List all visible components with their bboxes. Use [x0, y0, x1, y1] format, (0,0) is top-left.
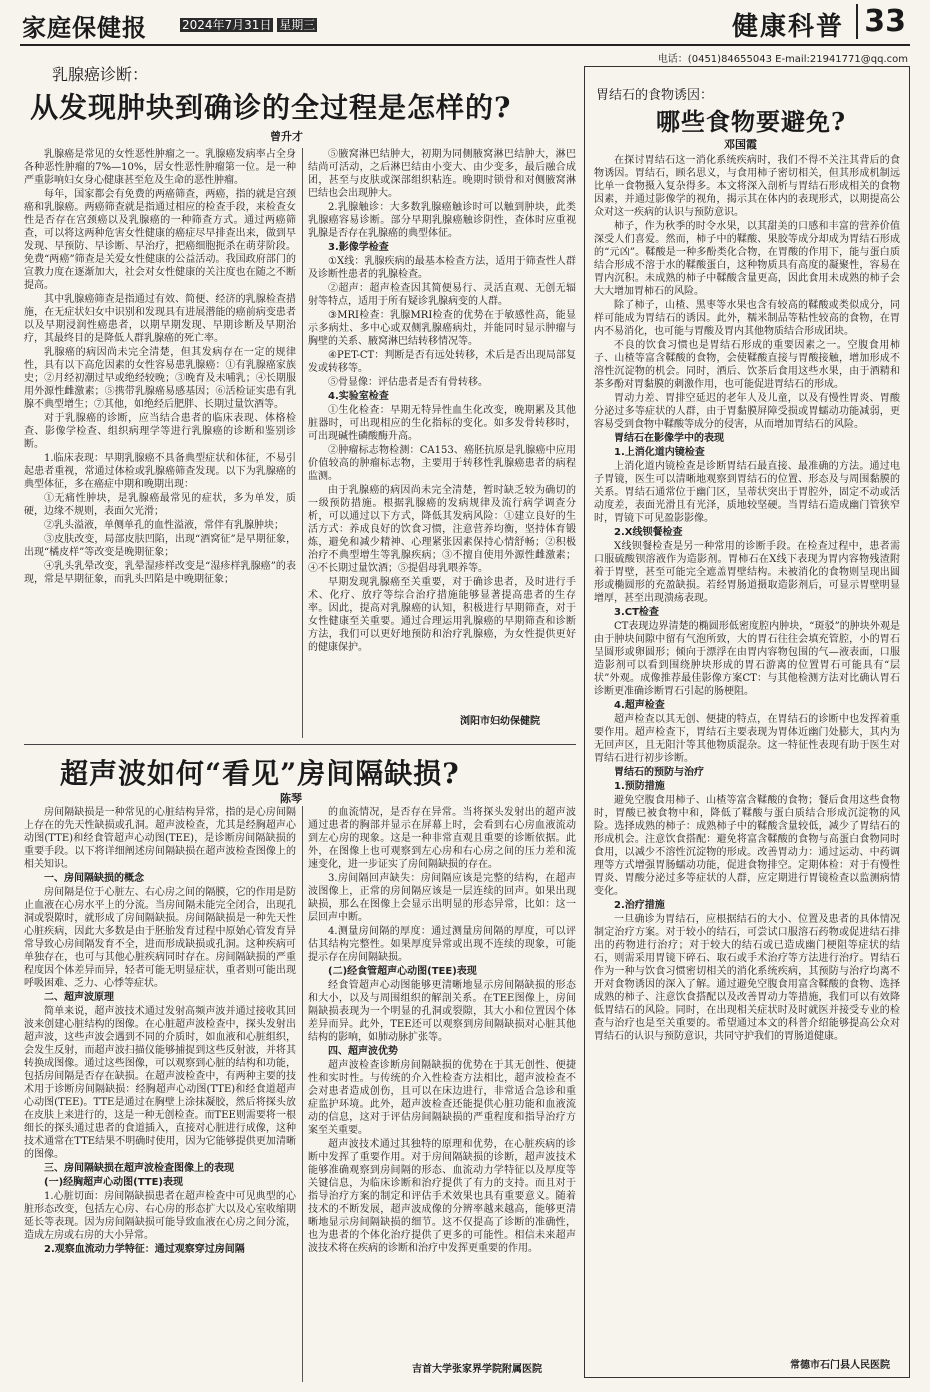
article2-org: 吉首大学张家界学院附属医院 [412, 1364, 542, 1375]
article3-title: 哪些食物要避免? [656, 107, 847, 136]
article1-title: 从发现肿块到确诊的全过程是怎样的? [30, 91, 512, 124]
paragraph: ④PET-CT：判断是否有远处转移，术后是否出现局部复发或转移等。 [308, 350, 576, 374]
column-divider [302, 806, 303, 1382]
paragraph: 2.治疗措施 [614, 900, 665, 911]
paragraph: X线钡餐检查是另一种常用的诊断手段。在检查过程中，患者需口服硫酸钡溶液作为造影剂。胃柿石在X线下表现为胃内容物残渣附着于胃壁，甚至可能完全遮盖胃壁结构。未被消化的食物则呈现出圆形或椭圆形的充盈缺损。若经胃肠道摄取造影剂后，可显示胃壁明显增厚，甚至出现溃疡表现。 [594, 541, 900, 604]
paragraph: ③皮肤改变，局部皮肤凹陷，出现“酒窝征”是早期征象，出现“橘皮样”等改变是晚期征象； [24, 534, 296, 558]
paragraph: 在探讨胃结石这一消化系统疾病时，我们不得不关注其背后的食物诱因。胃结石，顾名思义，与食用柿子密切相关，但其形成机制远比单一食物摄入复杂得多。本文将深入剖析与胃结石形成相关的食物因素，并通过影像学的视角，揭示其在体内的表现形式，以期提高公众对这一疾病的认识与预防意识。 [594, 155, 900, 218]
paragraph: 超声波检查诊断房间隔缺损的优势在于其无创性、便捷性和实时性。与传统的介入性检查方法相比，超声波检查不会对患者造成创伤，且可以在床边进行，非常适合急诊和重症监护环境。此外，超声波检查还能提供心脏功能和血液流动的信息，这对于评估房间隔缺损的严重程度和指导治疗方案至关重要。 [308, 1060, 576, 1136]
article2-column-2 [308, 806, 576, 1354]
paragraph: 3.房间隔回声缺失：房间隔应该是完整的结构，在超声波图像上，正常的房间隔应该是一层连续的回声。如果出现缺损，那么在图像上会显示出明显的形态异常，比如：这一层回声中断。 [308, 873, 576, 923]
date-text: 2024年7月31日 [182, 18, 272, 32]
paragraph: 2.乳腺触诊：大多数乳腺癌触诊时可以触到肿块，此类乳腺癌容易诊断。部分早期乳腺癌触诊阴性，查体时应重视乳腺是否存在乳腺癌的典型体征。 [308, 202, 576, 239]
paper-name: 家庭保健报 [22, 14, 147, 42]
paragraph: ③MRI检查：乳腺MRI检查的优势在于敏感性高，能显示多病灶、多中心或双侧乳腺癌病灶，并能同时显示肿瘤与胸壁的关系、腋窝淋巴结转移情况等。 [308, 310, 576, 347]
paragraph: 每年，国家都会有免费的两癌筛查，两癌，指的就是宫颈癌和乳腺癌。两癌筛查就是指通过相应的检查手段，来检查女性是否存在宫颈癌以及乳腺癌的一种筛查方式。通过两癌筛查，可以将这两种危害女性健康的癌症尽早排查出来，做到早发现、早预防、早诊断、早治疗，把癌细胞扼杀在萌芽阶段。免费“两癌”筛查是关爱女性健康的公益活动。我国政府部门的宣教力度在逐渐加大，社会对女性健康的关注度也在随之不断提高。 [24, 189, 296, 291]
paragraph: 乳腺癌的病因尚未完全清楚，但其发病存在一定的规律性，具有以下高危因素的女性容易患乳腺癌：①有乳腺癌家族史；②月经初潮过早或绝经较晚；③晚育及未哺乳；④长期服用外源性雌激素；⑤携带乳腺癌易感基因；⑥活检证实患有乳腺不典型增生；⑦其他，如绝经后肥胖、长期过量饮酒等。 [24, 347, 296, 410]
paragraph: 3.影像学检查 [328, 242, 389, 253]
header-rule [20, 44, 910, 46]
article-divider [24, 744, 576, 745]
paragraph: ①生化检查：早期无特异性血生化改变，晚期累及其他脏器时，可出现相应的生化指标的变化。如多发骨转移时，可出现碱性磷酸酶升高。 [308, 405, 576, 442]
contact-info: 电话：(0451)84655043 E-mail:21941771@qq.com [657, 54, 908, 65]
paragraph: 2.X线钡餐检查 [614, 527, 683, 538]
paragraph: 4.实验室检查 [328, 391, 389, 402]
article3-kicker: 胃结石的食物诱因： [596, 88, 714, 103]
paragraph: 三、房间隔缺损在超声波检查图像上的表现 [44, 1163, 234, 1174]
article1-kicker: 乳腺癌诊断： [52, 65, 149, 84]
article2-column-1 [24, 806, 296, 1384]
paragraph: ②超声：超声检查因其简便易行、灵活直观、无创无辐射等特点，适用于所有疑诊乳腺病变的人群。 [308, 283, 576, 307]
article1-column-1 [24, 148, 296, 740]
paragraph: 一、房间隔缺损的概念 [44, 873, 144, 884]
paragraph: (二)经食管超声心动图(TEE)表现 [328, 966, 477, 977]
paragraph: 不良的饮食习惯也是胃结石形成的重要因素之一。空腹食用柿子、山楂等富含鞣酸的食物，会使鞣酸直接与胃酸接触，增加形成不溶性沉淀物的机会。同时，酒后、饮茶后食用这些水果，由于酒精和茶多酚对胃黏膜的刺激作用，也可能促进胃结石的形成。 [594, 340, 900, 390]
paragraph: 由于乳腺癌的病因尚未完全清楚，暂时缺乏较为确切的一级预防措施。根据乳腺癌的发病规律及流行病学调查分析，可以通过以下方式，降低其发病风险：①建立良好的生活方式：养成良好的饮食习惯，注意营养均衡，坚持体育锻炼，避免和减少精神、心理紧张因素保持心情舒畅；②积极治疗不典型增生等乳腺疾病；③不擅自使用外源性雌激素；④不长期过量饮酒；⑤提倡母乳喂养等。 [308, 485, 576, 574]
article1-org: 浏阳市妇幼保健院 [460, 716, 540, 727]
paragraph: 超声波技术通过其独特的原理和优势，在心脏疾病的诊断中发挥了重要作用。对于房间隔缺损的诊断，超声波技术能够准确观察到房间隔的形态、血流动力学特征以及厚度等关键信息，为临床诊断和治疗提供了有力的支持。而且对于指导治疗方案的制定和评估手术效果也具有重要意义。随着技术的不断发展，超声波成像的分辨率越来越高，能够更清晰地显示房间隔缺损的细节。这不仅提高了诊断的准确性，也为患者的个体化治疗提供了更多的可能性。相信未来超声波技术将在疾病的诊断和治疗中发挥更重要的作用。 [308, 1139, 576, 1254]
paragraph: 胃动力差、胃排空延迟的老年人及儿童，以及有慢性胃炎、胃酸分泌过多等症状的人群，由于胃黏膜屏障受损或胃蠕动功能减弱，更容易受到食物中鞣酸等成分的侵害，从而增加胃结石的风险。 [594, 393, 900, 430]
paragraph: ②乳头溢液，单侧单孔的血性溢液，常伴有乳腺肿块； [44, 520, 284, 531]
paragraph: CT表现边界清楚的椭圆形低密度腔内肿块，“斑驳”的肿块外观是由于肿块间隙中留有气泡所致，大的胃石往往会填充管腔，小的胃石呈圆形或卵圆形；倾向于漂浮在由胃内容物包围的气—液表面，口服造影剂可以看到围绕肿块形成的胃石游离的位置胃石可能具有“层状”外观。成像推荐最佳影像方案CT：与其他检测方法对比确认胃石诊断更准确诊断胃石引起的肠梗阻。 [594, 621, 900, 697]
paragraph: 简单来说，超声波技术通过发射高频声波并通过接收其回波来创建心脏结构的图像。在心脏超声波检查中，探头发射出超声波，这些声波会遇到不同的介质时，如血液和心脏组织，会发生反射，而超声波扫描仪能够捕捉到这些反射波，并将其转换成图像。通过这些图像，可以观察到心脏的结构和功能，包括房间隔是否存在缺损。在超声波检查中，有两种主要的技术用于诊断房间隔缺损：经胸超声心动图(TTE)和经食道超声心动图(TEE)。TTE是通过在胸壁上涂抹凝胶，然后将探头放在皮肤上来进行的，这是一种无创检查。而TEE则需要将一根细长的探头通过患者的食道插入，直接对心脏进行成像，这种技术通常在TTE结果不明确时使用，因为它能够提供更加清晰的图像。 [24, 1006, 296, 1160]
paragraph: 柿子，作为秋季的时令水果，以其甜美的口感和丰富的营养价值深受人们喜爱。然而，柿子中的鞣酸、果胶等成分却成为胃结石形成的“元凶”。鞣酸是一种多酚类化合物，在胃酸的作用下，能与蛋白质结合形成不溶于水的鞣酸蛋白，这种物质具有高度的凝聚性，容易在胃内沉积。未成熟的柿子中鞣酸含量更高，因此食用未成熟的柿子会大大增加胃柿石的风险。 [594, 221, 900, 297]
paragraph: 1.预防措施 [614, 781, 665, 792]
paragraph: 1.心脏切面：房间隔缺损患者在超声检查中可见典型的心脏形态改变，包括左心房、右心房的形态扩大以及心室收缩期延长等表现。因为房间隔缺损可能导致血液在心房之间分流，造成左房或右房的大小异常。 [24, 1191, 296, 1241]
paragraph: 胃结石在影像学中的表现 [614, 433, 724, 444]
paragraph: ⑤骨显像：评估患者是否有骨转移。 [328, 377, 488, 388]
paragraph: ②肿瘤标志物检测：CA153、癌胚抗原是乳腺癌中应用价值较高的肿瘤标志物，主要用于转移性乳腺癌患者的病程监测。 [308, 445, 576, 482]
page-number: 33 [856, 4, 906, 39]
paragraph: ①无痛性肿块，是乳腺癌最常见的症状，多为单发，质硬，边缘不规则，表面欠光滑； [24, 493, 296, 517]
paragraph: 早期发现乳腺癌至关重要，对于确诊患者，及时进行手术、化疗、放疗等综合治疗措施能够显著提高患者的生存率。因此，提高对乳腺癌的认知，积极进行早期筛查，对于女性健康至关重要。通过合理运用乳腺癌的早期筛查和诊断方法，我们可以更好地预防和治疗乳腺癌，为女性提供更好的健康保护。 [308, 577, 576, 653]
article3-body [594, 154, 900, 1350]
paragraph: 3.CT检查 [614, 607, 659, 618]
paragraph: 其中乳腺癌筛查是指通过有效、简便、经济的乳腺检查措施，在无症状妇女中识别和发现具有进展潜能的癌前病变患者以及早期浸润性癌患者，以期早期发现、早期诊断及早期治疗，其最终目的是降低人群乳腺癌的死亡率。 [24, 294, 296, 344]
article2-title: 超声波如何“看见”房间隔缺损? [60, 757, 460, 790]
section-name: 健康科普 [731, 12, 844, 42]
paragraph: 1.上消化道内镜检查 [614, 447, 705, 458]
paragraph: 避免空腹食用柿子、山楂等富含鞣酸的食物；餐后食用这些食物时，胃酸已被食物中和，降低了鞣酸与蛋白质结合形成沉淀物的风险。选择成熟的柿子：成熟柿子中的鞣酸含量较低，减少了胃结石的形成机会。注意饮食搭配：避免将富含鞣酸的食物与高蛋白食物同时食用，以减少不溶性沉淀物的形成。改善胃动力：通过运动、中药调理等方式增强胃肠蠕动功能，促进食物排空。定期体检：对于有慢性胃炎、胃酸分泌过多等症状的人群，应定期进行胃镜检查以监测病情变化。 [594, 795, 900, 897]
paragraph: ④乳头乳晕改变，乳晕湿疹样改变是“湿疹样乳腺癌”的表现，常是早期征象，而乳头凹陷是中晚期征象； [24, 561, 296, 585]
paragraph: 除了柿子，山楂、黑枣等水果也含有较高的鞣酸或类似成分，同样可能成为胃结石的诱因。此外，糯米制品等粘性较高的食物，在胃内不易消化，也可能与胃酸及胃内其他物质结合形成团块。 [594, 300, 900, 337]
article2-author: 陈琴 [280, 792, 302, 805]
paragraph: 对于乳腺癌的诊断，应当结合患者的临床表现、体格检查、影像学检查、组织病理学等进行乳腺癌的诊断和鉴别诊断。 [24, 413, 296, 450]
paragraph: 1.临床表现：早期乳腺癌不具备典型症状和体征，不易引起患者重视，常通过体检或乳腺癌筛查发现。以下为乳腺癌的典型体征，多在癌症中期和晚期出现： [24, 453, 296, 490]
paragraph: 二、超声波原理 [44, 992, 114, 1003]
paragraph: 超声检查以其无创、便捷的特点，在胃结石的诊断中也发挥着重要作用。超声检查下，胃结石主要表现为胃体近幽门处膨大，其内为无回声区，且无阳汁等其他物质混杂。这一特征性表现有助于医生对胃结石进行初步诊断。 [594, 714, 900, 764]
paragraph: 2.观察血流动力学特征：通过观察穿过房间隔 [44, 1244, 245, 1255]
article1-column-2 [308, 148, 576, 708]
paragraph: 上消化道内镜检查是诊断胃结石最直接、最准确的方法。通过电子胃镜，医生可以清晰地观察到胃结石的位置、形态及与周围黏膜的关系。胃结石通常位于幽门区，呈蒂状突出于胃腔外，固定不动或活动度差，表面光滑且有光泽，质地较坚硬。当胃结石造成幽门管狭窄时，胃镜下可见盈影影像。 [594, 461, 900, 524]
paragraph: 的血流情况，是否存在异常。当将探头发射出的超声波通过患者的胸部并显示在屏幕上时，会看到右心房血液流动到左心房的现象。这是一种非常直观且重要的诊断依据。此外，在图像上也可观察到左心房和右心房之间的压力差和流速变化，进一步证实了房间隔缺损的存在。 [308, 807, 576, 870]
weekday-text: 星期三 [279, 18, 316, 32]
article3-org: 常德市石门县人民医院 [790, 1360, 890, 1371]
paragraph: 乳腺癌是常见的女性恶性肿瘤之一。乳腺癌发病率占全身各种恶性肿瘤的7%—10%，居女性恶性肿瘤第一位。是一种严重影响妇女身心健康甚至危及生命的恶性肿瘤。 [24, 149, 296, 186]
paragraph: 经食管超声心动图能够更清晰地显示房间隔缺损的形态和大小，以及与周围组织的解剖关系。在TEE图像上，房间隔缺损表现为一个明显的孔洞或裂隙，其大小和位置因个体差异而异。此外，TEE还可以观察到房间隔缺损对心脏其他结构的影响，如肺动脉扩张等。 [308, 980, 576, 1043]
paragraph: ⑤腋窝淋巴结肿大，初期为同侧腋窝淋巴结肿大，淋巴结尚可活动，之后淋巴结由小变大、由少变多，最后融合成团，甚至与皮肤或深部组织粘连。晚期时锁骨和对侧腋窝淋巴结也会出现肿大。 [308, 149, 576, 199]
article3-author: 邓国霞 [724, 138, 757, 151]
paragraph: 4.测量房间隔的厚度：通过测量房间隔的厚度，可以评估其结构完整性。如果厚度异常或出现不连续的现象，可能提示存在房间隔缺损。 [308, 926, 576, 963]
issue-date [180, 16, 317, 33]
paragraph: 4.超声检查 [614, 700, 665, 711]
paragraph: 胃结石的预防与治疗 [614, 767, 704, 778]
paragraph: ①X线：乳腺疾病的最基本检查方法，适用于筛查性人群及诊断性患者的乳腺检查。 [308, 256, 576, 280]
paragraph: 四、超声波优势 [328, 1046, 398, 1057]
paragraph: (一)经胸超声心动图(TTE)表现 [44, 1177, 183, 1188]
paragraph: 房间隔缺损是一种常见的心脏结构异常，指的是心房间隔上存在的先天性缺损或孔洞。超声波检查，尤其是经胸超声心动图(TTE)和经食管超声心动图(TEE)，是诊断房间隔缺损的重要手段。以下将详细阐述房间隔缺损在超声波检查图像上的相关知识。 [24, 807, 296, 870]
paragraph: 房间隔是位于心脏左、右心房之间的隔膜，它的作用是防止血液在心房水平上的分流。当房间隔未能完全闭合，出现孔洞或裂隙时，就形成了房间隔缺损。房间隔缺损是一种先天性心脏疾病，因此大多数是由于胚胎发育过程中原始心管发育异常导致心房间隔发育不全，进而形成缺损或孔洞。这种疾病可单独存在，也可与其他心脏疾病同时存在。房间隔缺损的严重程度因个体差异而异，轻者可能无明显症状，重者则可能出现呼吸困难、乏力、心悸等症状。 [24, 887, 296, 989]
paragraph: 一旦确诊为胃结石，应根据结石的大小、位置及患者的具体情况制定治疗方案。对于较小的结石，可尝试口服溶石药物或促进结石排出的药物进行治疗；对于较大的结石或已造成幽门梗阻等症状的结石，则需采用胃镜下碎石、取石或手术治疗等方法进行治疗。胃结石作为一种与饮食习惯密切相关的消化系统疾病，其预防与治疗均离不开对食物诱因的深入了解。通过避免空腹食用富含鞣酸的食物、选择成熟的柿子、注意饮食搭配以及改善胃动力等措施，我们可以有效降低胃结石的风险。同时，在出现相关症状时及时就医并接受专业的检查与治疗也是至关重要的。希望通过本文的科普介绍能够提高公众对胃结石的认识与预防意识，共同守护我们的胃肠道健康。 [594, 914, 900, 1042]
column-divider [302, 148, 303, 738]
article1-author: 曾升才 [270, 130, 303, 143]
